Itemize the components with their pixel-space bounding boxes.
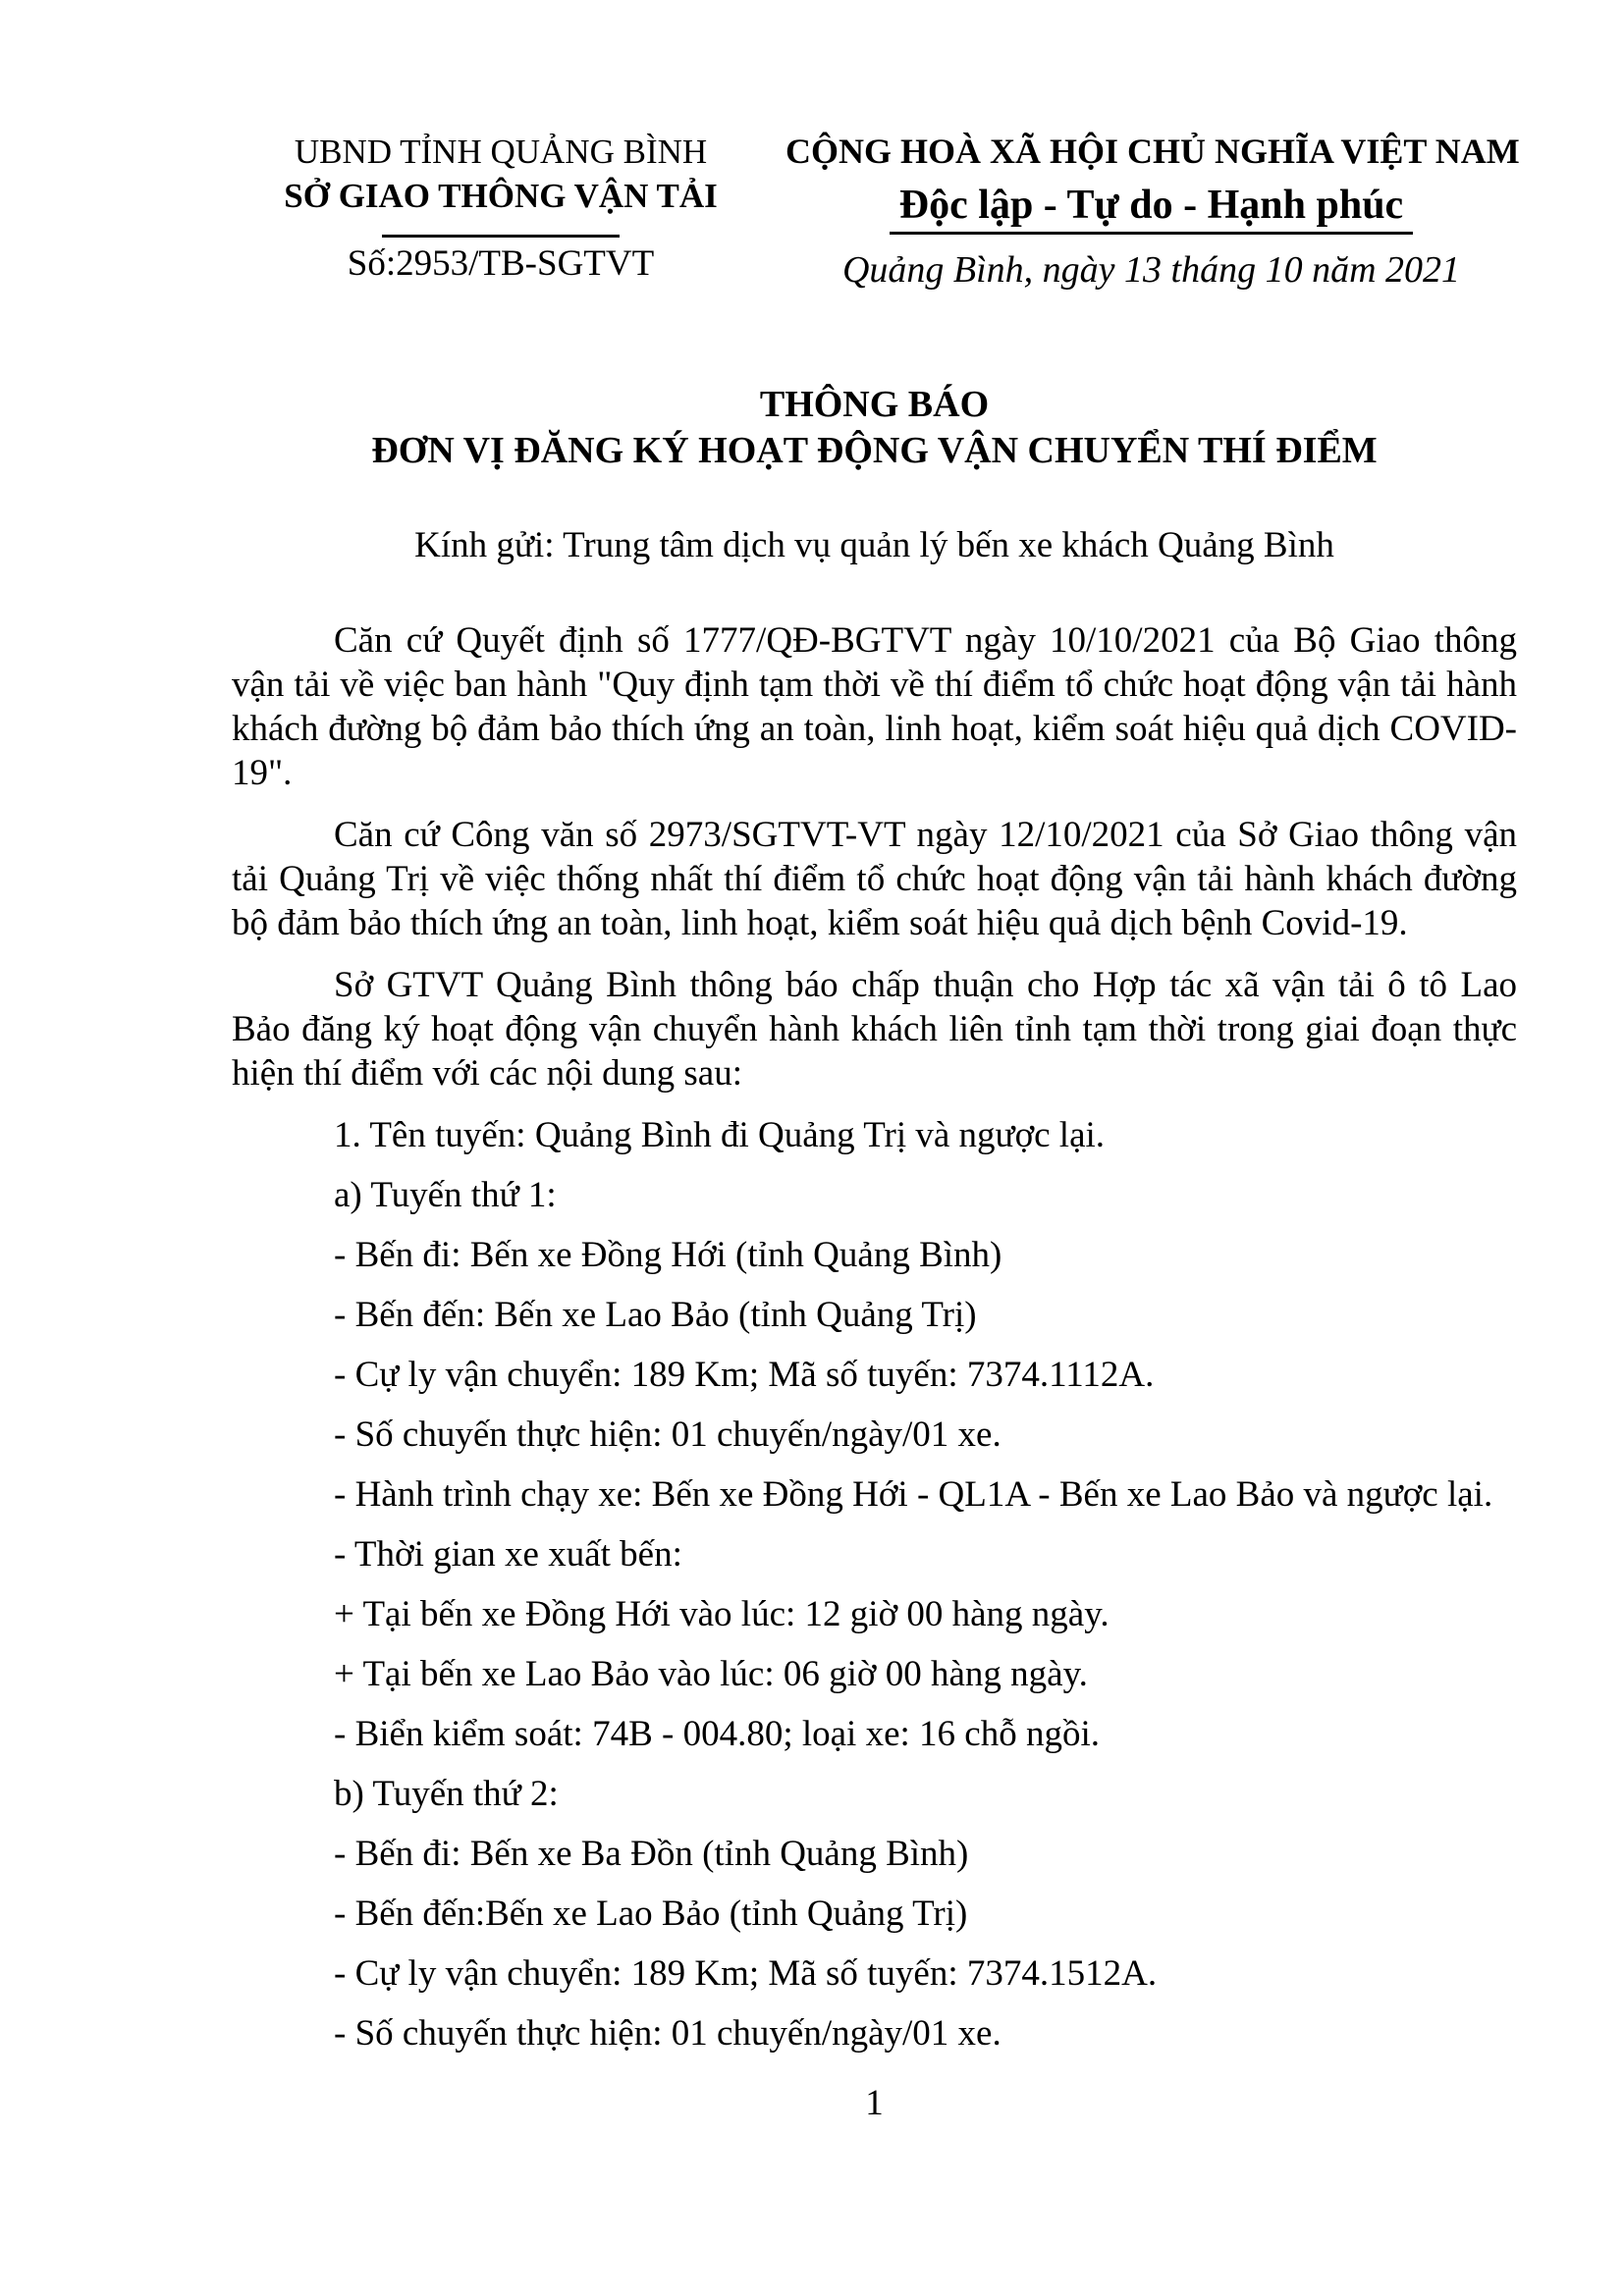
doc-subtitle: ĐƠN VỊ ĐĂNG KÝ HOẠT ĐỘNG VẬN CHUYỂN THÍ ĐIỂM [371, 430, 1378, 471]
paragraph: Sở GTVT Quảng Bình thông báo chấp thuận cho Hợp tác xã vận tải ô tô Lao Bảo đăng ký hoạt động vận chuyển hành khách liên tỉnh tạm thời trong giai đoạn thực hiện thí điểm với các nội dung sau: [232, 965, 1517, 1094]
list-item: - Số chuyến thực hiện: 01 chuyến/ngày/01 xe. [334, 1415, 1001, 1455]
list-item: - Biển kiểm soát: 74B - 004.80; loại xe: 16 chỗ ngồi. [334, 1714, 1100, 1754]
list-item: b) Tuyến thứ 2: [334, 1774, 559, 1814]
list-item: - Cự ly vận chuyển: 189 Km; Mã số tuyến: 7374.1512A. [334, 1953, 1158, 1994]
salutation: Kính gửi: Trung tâm dịch vụ quản lý bến xe khách Quảng Bình [414, 525, 1334, 565]
page-number: 1 [865, 2083, 884, 2123]
list-item: + Tại bến xe Lao Bảo vào lúc: 06 giờ 00 hàng ngày. [334, 1654, 1088, 1694]
title-block [232, 382, 1517, 474]
doc-title: THÔNG BÁO [759, 384, 990, 425]
issuer-parent-agency: UBND TỈNH QUẢNG BÌNH [294, 133, 708, 171]
independence-motto: Độc lập - Tự do - Hạnh phúc [890, 180, 1413, 235]
issuer-block [232, 130, 770, 286]
document-body [232, 618, 1517, 2056]
list-item: - Bến đến: Bến xe Lao Bảo (tỉnh Quảng Trị) [334, 1295, 977, 1335]
list-item: + Tại bến xe Đồng Hới vào lúc: 12 giờ 00 hàng ngày. [334, 1594, 1110, 1634]
national-block [785, 130, 1520, 294]
doc-number: Số:2953/TB-SGTVT [347, 243, 655, 284]
issuer-underline [382, 235, 620, 238]
list-item: - Bến đến:Bến xe Lao Bảo (tỉnh Quảng Trị) [334, 1894, 968, 1934]
list-item: a) Tuyến thứ 1: [334, 1175, 557, 1215]
independence-motto-wrap [785, 180, 1517, 235]
list-item: - Thời gian xe xuất bến: [334, 1534, 682, 1575]
place-dateline: Quảng Bình, ngày 13 tháng 10 năm 2021 [841, 249, 1461, 291]
list-item: - Số chuyến thực hiện: 01 chuyến/ngày/01 xe. [334, 2013, 1001, 2054]
issuer-department-name: SỞ GIAO THÔNG VẬN TẢI [284, 177, 718, 215]
list-item: - Bến đi: Bến xe Đồng Hới (tỉnh Quảng Bình) [334, 1235, 1002, 1275]
document-header [232, 130, 1520, 294]
list-item: - Hành trình chạy xe: Bến xe Đồng Hới - QL1A - Bến xe Lao Bảo và ngược lại. [334, 1474, 1493, 1515]
paragraph: Căn cứ Công văn số 2973/SGTVT-VT ngày 12/10/2021 của Sở Giao thông vận tải Quảng Trị về việc thống nhất thí điểm tổ chức hoạt động vận tải hành khách đường bộ đảm bảo thích ứng an toàn, linh hoạt, kiểm soát hiệu quả dịch bệnh Covid-19. [232, 815, 1517, 943]
list-item: - Bến đi: Bến xe Ba Đồn (tỉnh Quảng Bình) [334, 1834, 969, 1874]
paragraph: Căn cứ Quyết định số 1777/QĐ-BGTVT ngày 10/10/2021 của Bộ Giao thông vận tải về việc ban hành "Quy định tạm thời về thí điểm tổ chức hoạt động vận tải hành khách đường bộ đảm bảo thích ứng an toàn, linh hoạt, kiểm soát hiệu quả dịch COVID-19". [232, 620, 1517, 793]
document-content [232, 130, 1520, 2125]
national-motto: CỘNG HOÀ XÃ HỘI CHỦ NGHĨA VIỆT NAM [785, 132, 1520, 171]
list-item: - Cự ly vận chuyển: 189 Km; Mã số tuyến: 7374.1112A. [334, 1355, 1155, 1395]
list-item: 1. Tên tuyến: Quảng Bình đi Quảng Trị và ngược lại. [334, 1115, 1106, 1155]
